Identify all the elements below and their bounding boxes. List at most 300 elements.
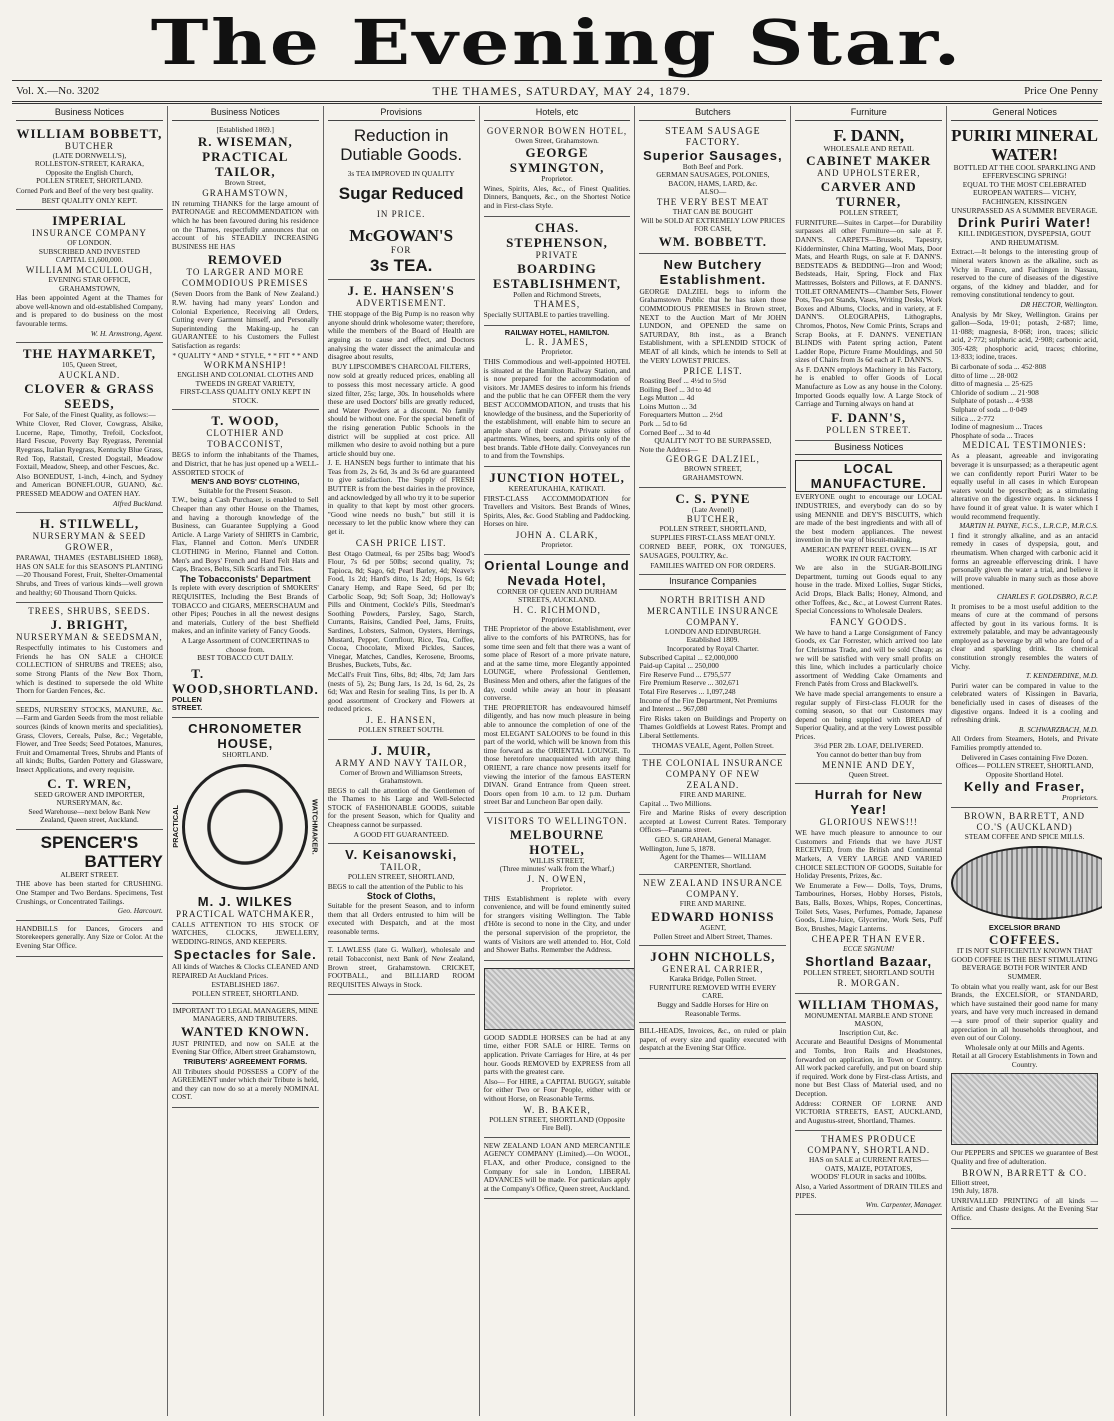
ad-subtitle: GOVERNOR BOWEN HOTEL,: [486, 125, 628, 136]
ad-subtitle: ARMY AND NAVY TAILOR,: [335, 757, 468, 768]
ad-title: M. J. WILKES: [197, 893, 293, 909]
ad-subtitle: GENERAL CARRIER,: [662, 964, 764, 975]
ad-line: Karaka Bridge, Pollen Street.: [669, 974, 757, 984]
ad-subtitle: BROWN, BARRETT & CO.: [962, 1167, 1088, 1178]
ad-subtitle: NEW ZEALAND INSURANCE COMPANY.: [642, 878, 783, 900]
section-header: Business Notices: [172, 106, 319, 121]
ad-line: TRIBUTERS' AGREEMENT FORMS.: [183, 1057, 308, 1067]
ad-subtitle: J. E. HANSEN,: [366, 714, 437, 725]
ad-line: EXCELSIOR BRAND: [988, 922, 1061, 932]
chrono-row: [172, 760, 319, 894]
ad-body: Puriri water can be compared in value to the celebrated waters of Kissingen in Bavaria, beneficially used in cases of diseases of the digestive organs. Indeed it is a cooling and refreshing drink.: [951, 680, 1099, 725]
ad-line: EVENING STAR OFFICE,: [48, 274, 131, 284]
ad-subtitle: CLOTHIER AND TOBACCONIST,: [206, 428, 285, 450]
ad-pyne: [639, 488, 786, 576]
ad-dalziel: [639, 254, 786, 488]
ad-thames-produce: [795, 1131, 942, 1215]
ad-title: THE HAYMARKET,: [22, 346, 157, 362]
ad-body: Address: CORNER OF LORNE AND VICTORIA STREETS, EAST, AUCKLAND, and Augustus-street, Shortland, Thames.: [795, 1098, 943, 1125]
list-item: Paid-up Capital ... 250,000: [639, 661, 719, 671]
ad-signature: Wm. Carpenter, Manager.: [865, 1200, 943, 1210]
ad-line: 3½d PER 2lb. LOAF, DELIVERED.: [814, 741, 924, 751]
ad-title: C. T. WREN,: [47, 775, 132, 791]
ad-body: It promises to be a most useful addition to the means of cure at the command of persons affected by gout in its various forms. It is extremely palatable, and may be advantageously employed as a beverage by all who are fond of a clear and sparkling drink. Its chemical constitution strongly resembles the waters of Vichy.: [951, 601, 1099, 671]
ad-line: WHOLESALE AND RETAIL: [823, 143, 914, 153]
ad-line: THAT CAN BE BOUGHT: [672, 206, 753, 216]
ad-baker: [484, 961, 631, 1138]
ad-title: CABINET MAKER: [806, 153, 932, 169]
analysis-table: [951, 363, 1098, 440]
ad-line: Stock of Cloths,: [366, 891, 436, 902]
ad-body: IN returning THANKS for the large amount of PATRONAGE and RECOMMENDATION with which he has been favoured during his residence on the Thames, respectfully announces that on account of his STEADILY INCREASING BUSINESS HE HAS: [171, 198, 319, 251]
ad-title: J. E. HANSEN'S: [347, 283, 455, 299]
list-item: Legs Mutton ... 4d: [639, 393, 695, 403]
ad-subtitle: AUCKLAND.: [58, 369, 121, 380]
ad-keisanowski: [328, 844, 475, 942]
ad-body: Extract.—It belongs to the interesting group of mineral waters known as the alkaline, such as Vichy in France, and Fachingen in Nassau, reserved to the cure of diseases of the digestive organs, of the kidney and bladder, and for removing constitutional tendency to gout.: [951, 247, 1099, 300]
ad-wiseman: [172, 123, 319, 411]
ad-body: NEW ZEALAND LOAN AND MERCANTILE AGENCY COMPANY (Limited).—On WOOL, FLAX, and other Produce, consigned to the Company for sale in London, LIBERAL ADVANCES will be made. For particulars apply at the Company's Office, Queen street, Auckland.: [483, 1140, 631, 1193]
ad-title: WILLIAM THOMAS,: [798, 996, 940, 1012]
ad-title: V. Keisanowski,: [345, 847, 458, 863]
section-header: Business Notices: [795, 441, 942, 456]
ad-body: CORNED BEEF, PORK, OX TONGUES, SAUSAGES, POULTRY, &c.: [639, 542, 787, 560]
ad-line: Proprietor.: [541, 540, 573, 550]
section-header: Provisions: [328, 106, 475, 121]
ad-line: Proprietor.: [541, 174, 573, 184]
ad-line: MONUMENTAL MARBLE AND STONE MASON,: [804, 1010, 933, 1029]
ad-signature: B. SCHWARZBACH, M.D.: [1018, 724, 1099, 734]
ad-line: GERMAN SAUSAGES, POLONIES,: [656, 170, 770, 180]
section-header: Furniture: [795, 106, 942, 121]
ad-title: Hurrah for New Year!: [814, 787, 923, 818]
ad-line: 19th July, 1878.: [951, 1186, 999, 1196]
price: Price One Penny: [1024, 85, 1098, 97]
ad-line: POLLEN STREET,: [839, 208, 899, 218]
ad-line: BROWN STREET,: [683, 464, 742, 474]
ad-line: GEO. S. GRAHAM, General Manager.: [654, 835, 771, 845]
ad-subtitle: GLORIOUS NEWS!!!: [819, 817, 918, 828]
ad-title: CHRONOMETER HOUSE,: [188, 720, 303, 751]
ad-signature: DR HECTOR, Wellington.: [1020, 299, 1099, 309]
column-3: [324, 106, 480, 1416]
ad-subtitle: PRICE LIST.: [683, 366, 743, 377]
ad-line: ESTABLISHED 1867.: [211, 980, 280, 990]
ad-line: OATS, MAIZE, POTATOES,: [825, 1163, 913, 1173]
ad-line: Wellington, June 5, 1878.: [639, 843, 716, 853]
ad-body: T.W., being a Cash Purchaser, is enabled to Sell Cheaper than any other House on the Thames, and having a thorough knowledge of the Business, can Guarantee Supplying a Good Article. A Large Variety of SHIRTS in Cambric, Flax, Flannel and Cotton. Men's UNDER CLOTHING in Merino, Flannel and Cotton. Men's and Boys' French and Hard Felt Hats and Caps, Braces, Belts, Silk Scarfs and Ties.: [171, 495, 319, 574]
masthead: [12, 6, 1102, 80]
ad-line: [Established 1869.]: [216, 124, 275, 134]
ad-subtitle: GRAHAMSTOWN,: [202, 187, 289, 198]
ad-line: UNSURPASSED AS A SUMMER BEVERAGE.: [951, 205, 1098, 215]
ad-subtitle: BUTCHER: [64, 140, 114, 151]
ad-title: WILLIAM BOBBETT,: [16, 125, 163, 141]
ad-body: BEGS to call the attention of the Public to his: [327, 881, 463, 891]
ad-line: KEREATUKAHIA, KATIKATI.: [508, 484, 606, 494]
price-list: [639, 377, 786, 437]
ad-title: CHAS. STEPHENSON,: [506, 219, 608, 250]
ad-line: BUY LIPSCOMBE'S CHARCOAL FILTERS,: [331, 361, 471, 371]
ad-title: SHORTLAND.: [223, 681, 319, 697]
list-item: Iodine of magnesium ... Traces: [951, 422, 1043, 432]
ad-subtitle: THE VERY BEST MEAT: [656, 196, 769, 207]
ad-body: WE have much pleasure to announce to our Customers and Friends that we have JUST RECEIVED, from the British and Continental Markets, A VERY LARGE AND VARIED CHOICE SELECTION OF GOODS, Suitable for Holiday Presents, Prizes, &c.: [795, 828, 943, 881]
ad-line: Delivered in Cases containing Five Dozen.: [961, 752, 1088, 762]
ad-body: THE PROPRIETOR has endeavoured himself diligently, and has now much pleasure in being able to announce the completion of one of the most ELEGANT SALOONS to be found in this part of the world, which will be known from this time forward as the ORIENTAL LOUNGE. To those heretofore unacquainted with any thing ORIENT, a rare chance now presents itself for viewing the interior of the famous EASTERN DIVAN. Grand Entrance from Queen street. Doors open from 10 a.m. to 12 p.m. Durham street Bar and Luncheon Bar open daily.: [483, 702, 631, 807]
ad-subtitle: J. N. OWEN,: [527, 874, 587, 885]
ad-subtitle: TO LARGER AND MORE COMMODIOUS PREMISES: [181, 267, 309, 289]
ad-body: Fire and Marine Risks of every description accepted at Lowest Current Rates. Temporary Offices—Panama street.: [639, 808, 787, 835]
ad-subtitle: MENNIE AND DEY,: [822, 759, 916, 770]
ad-subtitle: WORKMANSHIP!: [203, 360, 287, 371]
ad-body: I find it strongly alkaline, and as an antacid remedy in cases of dyspepsia, gout, and rheumatism. When charged with carbonic acid it forms an agreeable effervescing drink. I have personally given the water a trial, and believe it will prove valuable in many such as those above mentioned.: [951, 530, 1099, 592]
ad-melbourne-hotel: [484, 813, 631, 961]
ad-oriental: [484, 555, 631, 813]
ad-body: JUST PRINTED, and now on SALE at the Evening Star Office, Albert street Grahamstown,: [171, 1038, 319, 1057]
ad-title: J. MUIR,: [370, 742, 432, 758]
ad-line: POLLEN STREET, SHORTLAND.: [191, 989, 299, 999]
ad-line: Proprietor.: [541, 347, 573, 357]
ad-billheads: [639, 1023, 786, 1059]
ad-line: Will be SOLD AT EXTREMELY LOW PRICES FOR CASH,: [640, 215, 785, 234]
column-1: [12, 106, 168, 1416]
ad-line: BACON, HAMS, LARD, &c.: [668, 178, 758, 188]
ad-line: (Late Avenell): [691, 504, 735, 514]
ad-line: Suitable for the Present Season.: [198, 485, 293, 495]
ad-body: Has been appointed Agent at the Thames for above well-known and old-established Company, and is prepared to do business on the most favourable terms.: [16, 293, 163, 328]
ad-stephenson: [484, 217, 631, 326]
ad-body: BEGS to call the attention of the Gentlemen of the Thames to his Large and Well-Selected STOCK of FASHIONABLE GOODS, suitable for the present Season, which for Quality and Cheapness cannot be surpassed.: [327, 785, 475, 830]
ad-title: BATTERY: [84, 851, 163, 871]
ad-signature: Alfred Buckland.: [113, 498, 163, 508]
ad-title: CLOVER & GRASS SEEDS,: [24, 380, 155, 411]
ad-body: All Tributers should POSSESS a COPY of the AGREEMENT under which their Tribute is held, and they can now do so at a merely NOMINAL COST.: [171, 1066, 319, 1102]
list-item: Pork ... 5d to 6d: [639, 419, 687, 429]
ad-line: SUPPLIES FIRST-CLASS MEAT ONLY.: [650, 532, 776, 542]
ad-body: Our PEPPERS and SPICES we guarantee of Best Quality and free of adulteration.: [951, 1148, 1099, 1167]
ad-body: We have to hand a Large Consignment of Fancy Goods, ex Car Forrester, which arrived too late for Christmas Trade, and will be sold Cheap; as we will be satisfied with very small profits on this line, which includes a particularly choice assortment of Wedding Cake Ornaments and French Patés from Cross and Blackwell's.: [795, 627, 943, 689]
section-header: General Notices: [951, 106, 1098, 121]
ad-haymarket: [16, 343, 163, 513]
ad-line: IT IS NOT SUFFICIENTLY KNOWN THAT GOOD COFFEE IS THE BEST STIMULATING BEVERAGE BOTH FOR WINTER AND SUMMER.: [951, 946, 1098, 981]
ad-legal: [172, 1004, 319, 1108]
ad-signature: CHARLES F. GOLDSBRO, R.C.P.: [996, 591, 1099, 601]
ad-body: PARAWAI, THAMES (ESTABLISHED 1868), HAS ON SALE for this SEASON'S PLANTING—20 Thousand Forest, Fruit, Shelter-Ornamental Shrubs, and Trees of various kinds—well grown and healthy; 60 Thousand Thorn Quicks.: [16, 553, 163, 597]
ad-line: POLLEN STREET, SHORTLAND SOUTH: [803, 967, 935, 977]
ad-line: You cannot do better than buy from: [816, 750, 922, 760]
ad-title: Sugar Reduced: [338, 184, 464, 204]
ad-nicholls: [639, 946, 786, 1023]
ad-body: McCall's Fruit Tins, 6lbs, 8d; 4lbs, 7d; Jam Jars (nests of 5), 2s; Bung Jars, 1s 2d, 1s 6d, 2s, 2s 6d; Wax and Resin for sealing Tins, 1s per lb. A good assortment of Crockery and Flowers at reduced prices.: [327, 669, 475, 714]
ad-line: Corner of Brown and Williamson Streets, Grahamstown.: [339, 767, 463, 786]
ad-subtitle: IN PRICE.: [376, 209, 426, 220]
ad-subtitle: NORTH BRITISH AND MERCANTILE INSURANCE COMPANY.: [646, 594, 779, 627]
ad-line: ALBERT STREET.: [60, 869, 119, 879]
ad-line: Owen Street, Grahamstown.: [515, 135, 599, 145]
ad-mennie-dey: [795, 457, 942, 784]
ad-junction-hotel: [484, 467, 631, 555]
ad-body: Also BONEDUST, 1-inch, 4-inch, and Sydney and American BONEFLOUR, GUANO, &c. PRESSED MEADOW and OATEN HAY.: [16, 471, 163, 499]
ad-subtitle: CASH PRICE LIST.: [355, 537, 447, 548]
list-item: Fire Reserve Fund ... £795,577: [639, 669, 731, 679]
ad-title: SPENCER'S: [40, 832, 139, 852]
list-item: Phosphate of soda ... Traces: [951, 430, 1034, 440]
ad-title: T. WOOD,: [172, 665, 224, 696]
list-item: Chloride of sodium ... 21·908: [951, 387, 1039, 397]
ad-line: Brown Street,: [224, 178, 266, 188]
ad-line: GRAHAMSTOWN.: [682, 473, 744, 483]
list-item: Boiling Beef ... 3d to 4d: [639, 384, 711, 394]
ad-title: BOARDING ESTABLISHMENT,: [492, 260, 622, 291]
column-7: [947, 106, 1102, 1416]
ad-title: 3s TEA.: [369, 256, 433, 276]
ad-body: THE Proprietor of the above Establishment, ever alive to the comforts of his PATRONS, has for some time seen and felt that there was a want of some place of Resort of a more private nature, and at the same time, more Elegantly appointed LOUNGE, where Professional Gentlemen, Business Men and others, after the fatigues of the day, could while away an hour in pleasant converse.: [483, 624, 631, 703]
ad-body: THIS Commodious and well-appointed HOTEL is situated at the Hamilton Railway Station, and is now prepared for the accommodation of visitors. Mr JAMES desires to inform his friends and the public that he can OFFER them the very BEST ACCOMMODATION, and trusts that his knowledge of the business, and the Superiority of the establishment, will enable him to secure an ample share of their custom. Private suites of apartments. Wines, beers, and spirits only of the best brands. Table d'Hote daily. Conveyances run to and from the Townships.: [483, 356, 631, 461]
ad-thomas: [795, 994, 942, 1132]
ad-title: JUNCTION HOTEL,: [489, 470, 625, 486]
ad-line: FIRST-CLASS QUALITY ONLY KEPT IN STOCK.: [180, 387, 311, 405]
ad-lawless: [328, 942, 475, 995]
ad-line: Capital ... Two Millions.: [639, 798, 712, 808]
ad-title: T. WOOD,: [211, 413, 280, 429]
ad-nz-loan: [484, 1138, 631, 1200]
coffee-brand-illustration: [951, 846, 1102, 920]
ad-title: CARVER AND TURNER,: [820, 179, 917, 210]
list-item: Bi carbonate of soda ... 452·808: [951, 362, 1046, 372]
ad-signature: T. KENDERDINE, M.D.: [1025, 671, 1099, 681]
list-item: Forequarters Mutton ... 2½d: [639, 410, 723, 420]
ad-hansen: [328, 280, 475, 739]
coffee-label-illustration: [951, 1073, 1098, 1145]
ad-line: Retail at all Grocery Establishments in Town and Country.: [951, 1051, 1098, 1069]
ad-title: LOCAL MANUFACTURE.: [795, 460, 942, 492]
ad-body: Also, a Varied Assortment of DRAIN TILES and PIPES.: [795, 1182, 943, 1200]
ad-body: FURNITURE—Suites in Carpet—for Durability surpasses all other Furniture—on sale at F. DANN'S. CARPETS—Brussels, Tapestry, Kidderminster, China Matting, Wool Mats, Door Mats, and Hearth Rugs, on sale at F. DANN'S. BEDSTEADS & BEDDING—Iron and Wood; Bedsteads, Hair, Spring, Flock and Flax Mattresses, Bolsters and Pillows, at F. DANN'S. TOILET ORNAMENTS—Chamber Sets, Flower Pots, Tea-pot Stands, Vases, Writing Desks, Work Boxes and Albums, Clocks, and in variety, at F. DANN'S. OLEOGRAPHS, Lithographs, Chromos, Photos, New Comic Prints, Scraps and Scrap Books, at F. DANN'S. VENETIAN BLINDS with Patent spring action, Patent Ladder Rope, Picture Frame Mouldings, and 50 sizes of Chairs from 3s 6d each at F. DANN'S.: [795, 217, 943, 365]
list-item: Fire Premium Reserve ... 302,671: [639, 678, 740, 688]
ad-line: Seed Warehouse—next below Bank New Zealand, Queen street, Auckland.: [28, 806, 151, 825]
ad-line: FIRE AND MARINE.: [679, 790, 747, 800]
list-item: ditto of lime ... 28·002: [951, 370, 1018, 380]
ad-body: T. LAWLESS (late G. Walker), wholesale and retail Tobacconist, next Bank of New Zealand, Brown street, Grahamstown. CRICKET, FOOTBALL, and BILLIARD ROOM REQUISITES Always in Stock.: [327, 945, 475, 989]
ad-subtitle: THE COLONIAL INSURANCE COMPANY OF NEW ZEALAND.: [642, 758, 784, 791]
ad-bazaar: [795, 784, 942, 993]
volume-number: Vol. X.—No. 3202: [16, 85, 100, 97]
ad-line: Agent for the Thames— WILLIAM CARPENTER, Shortland.: [659, 852, 767, 870]
ad-title: Superior Sausages,: [643, 147, 783, 163]
ad-line: Established 1809.: [686, 635, 740, 645]
ad-line: For Sale, of the Finest Quality, as follows:—: [23, 409, 156, 419]
ad-title: IMPERIAL: [52, 213, 127, 229]
ad-line: MEN'S AND BOYS' CLOTHING,: [191, 477, 300, 487]
ad-line: Both Beef and Pork.: [682, 161, 744, 171]
ad-body: THE above has been started for CRUSHING. One Stamper and Two Berdans. Specimens, Test Crushings, or Concentrated Tailings.: [16, 879, 163, 906]
column-6: [791, 106, 947, 1416]
ad-line: Proprietor.: [541, 614, 573, 624]
ad-line: Offices— POLLEN STREET, SHORTLAND, Opposite Shortland Hotel.: [955, 761, 1094, 779]
ad-body: Is replete with every description of SMOKERS' REQUISITES, Including the Best Brands of TOBACCO and CIGARS, MEERSCHAUM and other Pipes; Pouches in all the newest designs and materials, Cutlery of the best Sheffield makes, and an infinite variety of Fancy Goods.: [171, 583, 319, 636]
ad-muir: [328, 740, 475, 845]
ad-line: FAMILIES WAITED ON FOR ORDERS.: [650, 560, 776, 570]
ad-line: 3s TEA IMPROVED IN QUALITY: [347, 168, 455, 178]
ad-title: New Butchery Establishment.: [659, 256, 767, 287]
ad-body: To obtain what you really want, ask for our Best Brands, the EXCELSIOR, or STANDARD, which have sustained their good name for many years, and have very much increased in demand—a sure proof of their superior quality and appreciation in all households throughout, and even out of our Colony.: [951, 981, 1099, 1043]
ad-line: Pollen Street and Albert Street, Thames.: [653, 931, 773, 941]
ad-subtitle: NURSERYMAN & SEED GROWER,: [32, 531, 147, 553]
ad-subtitle: AND UPHOLSTERER,: [816, 168, 921, 179]
ad-title: WANTED KNOWN.: [181, 1023, 310, 1039]
ad-line: A GOOD FIT GUARANTEED.: [353, 829, 449, 839]
ad-line: POLLEN STREET.: [171, 694, 203, 713]
ad-line: POLLEN STREET, SHORTLAND (Opposite Fire Bell).: [489, 1114, 625, 1133]
columns: [12, 106, 1102, 1416]
ad-railway-hotel: [484, 326, 631, 467]
ad-brown-barrett: [951, 808, 1098, 1229]
ad-line: ALSO—: [699, 187, 727, 197]
list-item: Loins Mutton ... 3d: [639, 401, 697, 411]
ad-subtitle: ADVERTISEMENT.: [355, 298, 447, 309]
ad-line: Note the Address—: [639, 444, 698, 454]
list-item: ditto of magnesia ... 25·625: [951, 379, 1033, 389]
ad-line: FIRE AND MARINE.: [679, 899, 747, 909]
ad-subtitle: TAILOR,: [380, 862, 422, 873]
ad-imperial: [16, 210, 163, 343]
ad-title: Reduction in Dutiable Goods.: [340, 125, 463, 164]
ad-title: F. DANN,: [833, 125, 905, 145]
ad-title: REMOVED: [207, 252, 283, 268]
ad-line: POLLEN STREET, SHORTLAND.: [36, 176, 143, 186]
ad-body: All kinds of Watches & Clocks CLEANED AND REPAIRED At Auckland Prices.: [171, 962, 319, 980]
ad-spencer: [16, 830, 163, 921]
ad-body: We have made special arrangements to ensure a regular supply of First-class FLOUR for the coming season, so that our Customers may depend on being supplied with BREAD of Superior Quality, and at the very Lowest possible Prices.: [795, 688, 943, 741]
ad-line: Queen Street.: [848, 769, 889, 779]
ad-body: We are also in the SUGAR-BOILING Department, turning out Goods equal to any house in the trade. Mixed Lollies, Sugar Sticks, Acid Drops, Black Balls; Honey, Almond, and other Toffees, &c., &c., at Lowest Current Rates. Special Concessions to Wholesale Dealers.: [795, 563, 943, 616]
ad-line: The Tobacconists' Department: [180, 573, 311, 584]
ad-line: CORNER OF QUEEN AND DURHAM STREETS, AUCKLAND.: [496, 586, 618, 605]
ad-line: Opposite the English Church,: [45, 167, 134, 177]
ad-line: IMPORTANT TO LEGAL MANAGERS, MINE MANAGERS, AND TRIBUTERS.: [172, 1005, 318, 1024]
ad-line: LONDON AND EDINBURGH.: [664, 626, 761, 636]
ad-line: 105, Queen Street,: [61, 360, 117, 370]
ad-line: ENGLISH AND COLONIAL CLOTHS AND TWEEDS IN GREAT VARIETY,: [177, 370, 314, 388]
ad-body: GEORGE DALZIEL begs to inform the Grahamstown Public that he has taken those COMMODIOUS PREMISES in Brown street, NEXT to the Auction Mart of Mr JOHN LUNDON, and OPENED the same on SATURDAY, 8th inst., as a Branch Establishment, with a SPLENDID STOCK of MEAT of all kinds, which he intends to Sell at the VERY LOWEST PRICES.: [639, 286, 787, 365]
ad-wren: [16, 702, 163, 830]
ad-line: SUBSCRIBED AND INVESTED: [38, 246, 140, 256]
ad-subtitle: W. B. BAKER,: [523, 1104, 591, 1115]
ad-subtitle: VISITORS TO WELLINGTON.: [486, 815, 628, 826]
ad-line: Pollen and Richmond Streets,: [513, 289, 601, 299]
ad-title: Drink Puriri Water!: [957, 215, 1092, 231]
ad-title: Oriental Lounge and Nevada Hotel,: [484, 557, 630, 588]
list-item: Total Fire Reserves ... 1,097,248: [639, 686, 736, 696]
ad-colonial: [639, 755, 786, 875]
ad-body: CALLS ATTENTION TO HIS STOCK OF WATCHES, CLOCKS, JEWELLERY, WEDDING-RINGS, AND KEEPERS.: [171, 919, 319, 946]
ad-line: STEAM COFFEE AND SPICE MILLS.: [964, 831, 1085, 841]
list-item: Sulphate of potash ... 4·938: [951, 396, 1033, 406]
ad-line: SEED GROWER AND IMPORTER, NURSERYMAN, &c.: [34, 789, 145, 808]
ad-governor-bowen: [484, 123, 631, 217]
ad-body: (Seven Doors from the Bank of New Zealand.) R.W. having had many years' London and Colonial Experience, Receiving all Orders, Cutting every Garment himself, and Personally Superintending the Making-up, he can GUARANTEE to his Customers the Fullest Satisfaction as regards:: [171, 289, 319, 350]
ad-body: Accurate and Beautiful Designs of Monumental and Tombs, Iron Rails and Headstones, forwarded on application, in Town or Country. All work packed carefully, and put on board ship if required. Work done by First-class Artists, and none but Best Class of Material used, and no Deception.: [795, 1037, 943, 1098]
ad-signature: MARTIN H. PAYNE, F.C.S., L.R.C.P., M.R.C.S.: [959, 521, 1099, 531]
ad-line: BEST TOBACCO CUT DAILY.: [197, 653, 294, 663]
ad-body: Specially SUITABLE to parties travelling.: [483, 310, 610, 320]
ad-subtitle: PRACTICAL WATCHMAKER,: [176, 908, 315, 919]
ad-mcgowan: [328, 123, 475, 281]
ad-line: (LATE DORNWELL'S),: [52, 150, 127, 160]
dateline: THE THAMES, SATURDAY, MAY 24, 1879.: [432, 83, 691, 98]
ad-signature: W. H. Armstrong, Agent.: [90, 328, 163, 338]
ad-body: BEGS to inform the inhabitants of the Thames, and District, that he has just opened up a WELL-ASSORTED STOCK of: [171, 450, 319, 477]
ad-subtitle: TREES, SHRUBS, SEEDS.: [28, 606, 151, 617]
list-item: Sulphate of soda ... 0·049: [951, 405, 1027, 415]
ad-line: Inscription Cut, &c.: [839, 1027, 899, 1037]
ad-body: Fire Risks taken on Buildings and Property on Thames Goldfields at Lowest Rates. Prompt and Liberal Settlements.: [639, 713, 787, 740]
ad-body: Analysis by Mr Skey, Wellington. Grains per gallon—Soda, 19·01; potash, 2·687; lime, 11·088; magnesia, 8·068; iron, traces; silicic acid, 2·772; sulphuric acid, 2·908; carbonic acid, 305·428; phosphoric acid, traces; chlorine, 13·833; iodine, traces.: [951, 309, 1099, 362]
ad-bobbett: [16, 123, 163, 211]
ad-subtitle: WILLIAM MCCULLOUGH,: [25, 264, 153, 275]
ad-body: As a pleasant, agreeable and invigorating beverage it is unsurpassed; as a therapeutic agent we can confidently report Puriri Water to be equally useful in all cases in which European waters would be prescribed; as a stimulating alterative on the digestive organs. In sickness I have found it of great value. It is water which I would recommend frequently.: [951, 451, 1099, 521]
clock-icon: [182, 764, 308, 890]
ad-body: We Enumerate a Few— Dolls, Toys, Drums, Tambourines, Horses, Hobby Horses, Pistols, Bats, Balls, Boxes, Whips, Ropes, Concertinas, Toilet Sets, Vases, Perfumes, Pomade, Japanese Goods, Lime-Juice, Glycerine, Work Sets, Puff Box, Brushes, Magic Lanterns.: [795, 880, 943, 933]
ad-subtitle: FANCY GOODS.: [830, 616, 908, 627]
ad-title: COFFEES.: [988, 932, 1061, 948]
ad-line: POLLEN STREET, SHORTLAND,: [659, 524, 767, 534]
ad-body: THIS Establishment is replete with every convenience, and will be found eminently suited for strangers visiting Wellington. The Table d'Hôte is second to none in the City, and under the personal supervision of the proprietor, the wants of Visitors are well attended to. Hot, Cold and Shower Baths. Remember the Address.: [483, 893, 631, 955]
ad-line: AMERICAN PATENT REEL OVEN— IS AT WORK IN OUR FACTORY.: [800, 545, 938, 563]
ad-line: ROLLESTON-STREET, KARAKA,: [34, 159, 144, 169]
ad-line: EQUAL TO THE MOST CELEBRATED EUROPEAN WATERS— VICHY, FACHINGEN, KISSINGEN: [962, 179, 1087, 206]
ad-dann: [795, 123, 942, 441]
column-2: [168, 106, 324, 1416]
ad-line: Incorporated by Royal Charter.: [666, 643, 759, 653]
ad-body: HANDBILLS for Dances, Grocers and Storekeepers generally. Any Size or Color. At the Evening Star Office.: [16, 923, 163, 951]
ad-title: WATER!: [991, 144, 1058, 164]
list-item: Roasting Beef ... 4½d to 5½d: [639, 376, 727, 386]
ad-title: Shortland Bazaar,: [805, 953, 933, 969]
carriage-illustration: [484, 968, 636, 1030]
ad-body: SEEDS, NURSERY STOCKS, MANURE, &c.—Farm and Garden Seeds from the most reliable sources (kinds of known merits and specialities), Grass, Clovers, Cereals, Pulse, &c.; Vegetable, Flower, and Tree Seeds; Seed Potatoes, Manures, Fruit and Ornamental Trees, Shrubs and Plants of all kinds; Bulbs, Garden Pottery and Glassware, Insect Applications, and every requisite.: [16, 704, 163, 774]
ad-body: As F. DANN employs Machinery in his Factory, he is enabled to offer Goods of Local Manufacture as Low as any house in the Colony. Imported Goods equally low. A Large Stock of Carriage and Turning always on hand at: [795, 364, 943, 409]
ad-line: SHORTLAND.: [222, 749, 269, 759]
ad-line: OF LONDON.: [67, 238, 112, 248]
column-5: [635, 106, 791, 1416]
dateline-bar: [12, 80, 1102, 104]
ad-line: AGENT,: [699, 923, 727, 933]
ad-body: Best Otago Oatmeal, 6s per 25lbs bag; Wood's Flour, 7s 6d per 50lbs; second quality, 7s; Tapioca, 8d; Sago, 6d; Pearl Barley, 4d; Neave's Food, 1s 2d; Hard's ditto, 1s 2d; Hops, 1s 6d; Canary Hemp, and Rape Seed, 6d per lb; Carbolic Soap, 9d; Soft Soap, 3d; Holloway's Pills and Ointment, Cockle's Pills, Steedman's Soothing Powders, Parsley, Sago, Starch, Currants, Raisins, Candied Peel, Jams, Fruits, Sardines, Lobsters, Salmon, Oysters, Herrings, Mustard, Pepper, Cornflour, Rice, Tea, Coffee, Cocoa, Chocolate, Mixed Pickles, Sauces, Vinegar, Matches, Candles, Kerosene, Brooms, Brushes, Buckets, Tubs, &c.: [327, 548, 475, 670]
list-item: Silica ... 2·772: [951, 413, 995, 423]
ad-line: Elliott street,: [951, 1177, 990, 1187]
ad-title: EDWARD HONISS: [651, 909, 775, 925]
ad-subtitle: JOHN A. CLARK,: [515, 530, 599, 541]
ad-title: J. BRIGHT,: [50, 617, 129, 633]
ad-body: All Orders from Steamers, Hotels, and Private Families promptly attended to.: [951, 734, 1099, 752]
ad-line: GRAHAMSTOWN,: [59, 283, 120, 293]
ad-line: QUALITY NOT TO BE SURPASSED,: [654, 436, 772, 446]
ad-body: UNRIVALLED PRINTING of all kinds — Artistic and Chaste designs. At the Evening Star Office.: [951, 1195, 1099, 1223]
ad-line: (Three minutes' walk from the Wharf,): [499, 864, 615, 874]
ad-line: WATCHMAKER.: [310, 798, 320, 855]
ad-subtitle: STEAM SAUSAGE FACTORY.: [665, 125, 761, 148]
section-header: Business Notices: [16, 106, 163, 121]
ad-subtitle: INSURANCE COMPANY: [31, 228, 147, 239]
ad-line: Wholesale only at our Mills and Agents.: [964, 1042, 1085, 1052]
ad-subtitle: POLLEN STREET.: [826, 424, 912, 435]
ad-subtitle: THAMES,: [533, 299, 581, 310]
ad-body: Corned Pork and Beef of the very best quality.: [16, 185, 154, 195]
ad-title: PURIRI MINERAL: [951, 125, 1099, 145]
ad-body: White Clover, Red Clover, Cowgrass, Alsike, Lucerne, Rape, Timothy, Trefoil, Cocksfoot, Hard Fescue, Poverty Bay Ryegrass, Perennial Ryegrass, Italian Ryegrass, Kentucky Blue Grass, Red Top, Ratstail, Crested Dogstail, Meadow Foxtail, Meadow, Sheep, and other Fescues, &c.: [16, 419, 163, 472]
